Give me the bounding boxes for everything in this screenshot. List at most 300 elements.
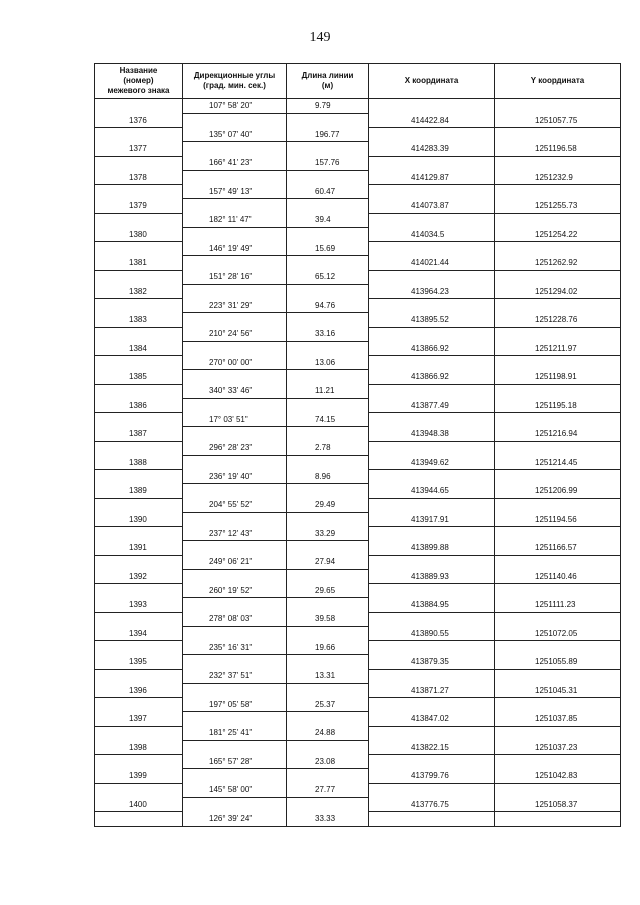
- marker-name-cell: [95, 185, 183, 199]
- table-row: [95, 170, 621, 184]
- direction-angle-cell: [183, 541, 287, 555]
- line-length-cell: [287, 769, 369, 783]
- y-coordinate-cell: 1251254.22: [495, 227, 621, 241]
- line-length-cell: 23.08: [287, 755, 369, 769]
- line-length-cell: 39.58: [287, 612, 369, 626]
- marker-name-cell: [95, 99, 183, 114]
- x-coordinate-cell: [369, 584, 495, 598]
- direction-angle-cell: 165° 57' 28": [183, 755, 287, 769]
- x-coordinate-cell: [369, 498, 495, 512]
- marker-name-cell: 1377: [95, 142, 183, 156]
- y-coordinate-cell: 1251195.18: [495, 398, 621, 412]
- line-length-cell: 39.4: [287, 213, 369, 227]
- line-length-cell: [287, 569, 369, 583]
- table-row: [95, 256, 621, 270]
- direction-angle-cell: [183, 370, 287, 384]
- direction-angle-cell: 204° 55' 52": [183, 498, 287, 512]
- x-coordinate-cell: 414129.87: [369, 170, 495, 184]
- table-row: [95, 313, 621, 327]
- direction-angle-cell: [183, 598, 287, 612]
- x-coordinate-cell: [369, 185, 495, 199]
- line-length-cell: [287, 512, 369, 526]
- x-coordinate-cell: 413917.91: [369, 512, 495, 526]
- table-row: [95, 270, 621, 284]
- x-coordinate-cell: [369, 413, 495, 427]
- y-coordinate-cell: 1251072.05: [495, 626, 621, 640]
- direction-angle-cell: 145° 58' 00": [183, 783, 287, 797]
- direction-angle-cell: [183, 655, 287, 669]
- direction-angle-cell: [183, 341, 287, 355]
- x-coordinate-cell: [369, 384, 495, 398]
- x-coordinate-cell: 414034.5: [369, 227, 495, 241]
- line-length-cell: [287, 541, 369, 555]
- x-coordinate-cell: [369, 783, 495, 797]
- y-coordinate-cell: 1251196.58: [495, 142, 621, 156]
- table-row: [95, 812, 621, 827]
- x-coordinate-cell: 413799.76: [369, 769, 495, 783]
- direction-angle-cell: [183, 142, 287, 156]
- y-coordinate-cell: [495, 584, 621, 598]
- line-length-cell: [287, 626, 369, 640]
- marker-name-cell: 1389: [95, 484, 183, 498]
- x-coordinate-cell: [369, 470, 495, 484]
- direction-angle-cell: 126° 39' 24": [183, 812, 287, 827]
- page-number: 149: [309, 30, 331, 45]
- marker-name-cell: 1379: [95, 199, 183, 213]
- table-row: [95, 227, 621, 241]
- x-coordinate-cell: 413948.38: [369, 427, 495, 441]
- x-coordinate-cell: 414073.87: [369, 199, 495, 213]
- y-coordinate-cell: 1251194.56: [495, 512, 621, 526]
- marker-name-cell: [95, 470, 183, 484]
- direction-angle-cell: 181° 25' 41": [183, 726, 287, 740]
- marker-name-cell: [95, 612, 183, 626]
- direction-angle-cell: 237° 12' 43": [183, 527, 287, 541]
- y-coordinate-cell: 1251057.75: [495, 113, 621, 127]
- table-row: [95, 626, 621, 640]
- line-length-cell: 24.88: [287, 726, 369, 740]
- marker-name-cell: 1382: [95, 284, 183, 298]
- marker-name-cell: [95, 156, 183, 170]
- line-length-cell: 2.78: [287, 441, 369, 455]
- direction-angle-cell: 260° 19' 52": [183, 584, 287, 598]
- x-coordinate-cell: [369, 299, 495, 313]
- direction-angle-cell: 270° 00' 00": [183, 356, 287, 370]
- y-coordinate-cell: [495, 413, 621, 427]
- line-length-cell: [287, 313, 369, 327]
- header-direction-angle: Дирекционные углы (град. мин. сек.): [183, 64, 287, 99]
- table-row: [95, 569, 621, 583]
- marker-name-cell: [95, 755, 183, 769]
- direction-angle-cell: 236° 19' 40": [183, 470, 287, 484]
- table-row: [95, 655, 621, 669]
- direction-angle-cell: [183, 484, 287, 498]
- line-length-cell: [287, 712, 369, 726]
- table-row: [95, 370, 621, 384]
- y-coordinate-cell: [495, 384, 621, 398]
- direction-angle-cell: 182° 11' 47": [183, 213, 287, 227]
- marker-name-cell: [95, 726, 183, 740]
- y-coordinate-cell: [495, 327, 621, 341]
- table-row: [95, 769, 621, 783]
- table-row: [95, 213, 621, 227]
- x-coordinate-cell: [369, 128, 495, 142]
- marker-name-cell: [95, 498, 183, 512]
- direction-angle-cell: 340° 33' 46": [183, 384, 287, 398]
- table-row: [95, 398, 621, 412]
- table-row: [95, 327, 621, 341]
- x-coordinate-cell: [369, 441, 495, 455]
- y-coordinate-cell: [495, 441, 621, 455]
- table-row: [95, 384, 621, 398]
- line-length-cell: [287, 427, 369, 441]
- y-coordinate-cell: 1251294.02: [495, 284, 621, 298]
- line-length-cell: [287, 683, 369, 697]
- line-length-cell: 15.69: [287, 242, 369, 256]
- y-coordinate-cell: 1251166.57: [495, 541, 621, 555]
- direction-angle-cell: 146° 19' 49": [183, 242, 287, 256]
- y-coordinate-cell: 1251232.9: [495, 170, 621, 184]
- direction-angle-cell: 296° 28' 23": [183, 441, 287, 455]
- line-length-cell: [287, 341, 369, 355]
- table-row: [95, 512, 621, 526]
- y-coordinate-cell: [495, 527, 621, 541]
- x-coordinate-cell: [369, 527, 495, 541]
- y-coordinate-cell: [495, 612, 621, 626]
- marker-name-cell: [95, 669, 183, 683]
- direction-angle-cell: [183, 769, 287, 783]
- table-row: [95, 299, 621, 313]
- marker-name-cell: 1396: [95, 683, 183, 697]
- x-coordinate-cell: 413884.95: [369, 598, 495, 612]
- x-coordinate-cell: 413899.88: [369, 541, 495, 555]
- table-row: [95, 726, 621, 740]
- x-coordinate-cell: 413871.27: [369, 683, 495, 697]
- line-length-cell: 65.12: [287, 270, 369, 284]
- table-row: [95, 455, 621, 469]
- y-coordinate-cell: [495, 356, 621, 370]
- line-length-cell: 33.33: [287, 812, 369, 827]
- table-row: [95, 242, 621, 256]
- marker-name-cell: [95, 327, 183, 341]
- direction-angle-cell: [183, 398, 287, 412]
- table-row: [95, 128, 621, 142]
- y-coordinate-cell: 1251111.23: [495, 598, 621, 612]
- marker-name-cell: [95, 413, 183, 427]
- line-length-cell: 33.29: [287, 527, 369, 541]
- line-length-cell: 94.76: [287, 299, 369, 313]
- marker-name-cell: 1386: [95, 398, 183, 412]
- line-length-cell: [287, 484, 369, 498]
- table-row: [95, 284, 621, 298]
- direction-angle-cell: 210° 24' 56": [183, 327, 287, 341]
- marker-name-cell: 1394: [95, 626, 183, 640]
- direction-angle-cell: [183, 199, 287, 213]
- direction-angle-cell: 166° 41' 23": [183, 156, 287, 170]
- direction-angle-cell: [183, 797, 287, 811]
- y-coordinate-cell: 1251228.76: [495, 313, 621, 327]
- x-coordinate-cell: [369, 669, 495, 683]
- table-row: [95, 185, 621, 199]
- marker-name-cell: 1388: [95, 455, 183, 469]
- line-length-cell: 29.65: [287, 584, 369, 598]
- table-row: [95, 156, 621, 170]
- x-coordinate-cell: 413895.52: [369, 313, 495, 327]
- direction-angle-cell: [183, 256, 287, 270]
- y-coordinate-cell: 1251255.73: [495, 199, 621, 213]
- y-coordinate-cell: [495, 128, 621, 142]
- x-coordinate-cell: 413776.75: [369, 797, 495, 811]
- line-length-cell: 29.49: [287, 498, 369, 512]
- table-row: [95, 498, 621, 512]
- marker-name-cell: [95, 555, 183, 569]
- line-length-cell: 19.66: [287, 641, 369, 655]
- direction-angle-cell: [183, 284, 287, 298]
- x-coordinate-cell: 413822.15: [369, 740, 495, 754]
- y-coordinate-cell: [495, 641, 621, 655]
- table-row: [95, 612, 621, 626]
- x-coordinate-cell: [369, 156, 495, 170]
- marker-name-cell: 1378: [95, 170, 183, 184]
- line-length-cell: 60.47: [287, 185, 369, 199]
- marker-name-cell: 1391: [95, 541, 183, 555]
- table-row: [95, 598, 621, 612]
- x-coordinate-cell: [369, 612, 495, 626]
- x-coordinate-cell: 413890.55: [369, 626, 495, 640]
- direction-angle-cell: 223° 31' 29": [183, 299, 287, 313]
- direction-angle-cell: [183, 455, 287, 469]
- table-row: [95, 783, 621, 797]
- direction-angle-cell: 157° 49' 13": [183, 185, 287, 199]
- direction-angle-cell: [183, 512, 287, 526]
- line-length-cell: [287, 455, 369, 469]
- marker-name-cell: 1398: [95, 740, 183, 754]
- x-coordinate-cell: 414422.84: [369, 113, 495, 127]
- marker-name-cell: 1387: [95, 427, 183, 441]
- line-length-cell: 11.21: [287, 384, 369, 398]
- direction-angle-cell: [183, 427, 287, 441]
- line-length-cell: 13.31: [287, 669, 369, 683]
- y-coordinate-cell: [495, 99, 621, 114]
- marker-name-cell: [95, 783, 183, 797]
- x-coordinate-cell: 413944.65: [369, 484, 495, 498]
- x-coordinate-cell: 413889.93: [369, 569, 495, 583]
- y-coordinate-cell: [495, 470, 621, 484]
- direction-angle-cell: 107° 58' 20": [183, 99, 287, 114]
- y-coordinate-cell: [495, 498, 621, 512]
- line-length-cell: 9.79: [287, 99, 369, 114]
- marker-name-cell: 1392: [95, 569, 183, 583]
- x-coordinate-cell: [369, 641, 495, 655]
- y-coordinate-cell: [495, 812, 621, 827]
- table-row: [95, 669, 621, 683]
- x-coordinate-cell: [369, 555, 495, 569]
- line-length-cell: [287, 398, 369, 412]
- marker-name-cell: [95, 242, 183, 256]
- y-coordinate-cell: 1251198.91: [495, 370, 621, 384]
- marker-name-cell: 1385: [95, 370, 183, 384]
- marker-name-cell: 1380: [95, 227, 183, 241]
- header-line-length: Длина линии (м): [287, 64, 369, 99]
- marker-name-cell: 1395: [95, 655, 183, 669]
- y-coordinate-cell: [495, 156, 621, 170]
- y-coordinate-cell: [495, 698, 621, 712]
- line-length-cell: [287, 256, 369, 270]
- y-coordinate-cell: 1251206.99: [495, 484, 621, 498]
- marker-name-cell: 1400: [95, 797, 183, 811]
- marker-name-cell: [95, 527, 183, 541]
- marker-name-cell: [95, 213, 183, 227]
- line-length-cell: [287, 655, 369, 669]
- line-length-cell: [287, 113, 369, 127]
- table-row: [95, 441, 621, 455]
- x-coordinate-cell: [369, 270, 495, 284]
- table-row: [95, 683, 621, 697]
- line-length-cell: [287, 740, 369, 754]
- x-coordinate-cell: 413866.92: [369, 341, 495, 355]
- x-coordinate-cell: 413879.35: [369, 655, 495, 669]
- table-row: [95, 113, 621, 127]
- x-coordinate-cell: [369, 327, 495, 341]
- table-row: [95, 755, 621, 769]
- y-coordinate-cell: [495, 242, 621, 256]
- y-coordinate-cell: [495, 270, 621, 284]
- line-length-cell: 33.16: [287, 327, 369, 341]
- table-row: [95, 740, 621, 754]
- y-coordinate-cell: [495, 726, 621, 740]
- table-row: [95, 641, 621, 655]
- marker-name-cell: 1376: [95, 113, 183, 127]
- x-coordinate-cell: 414283.39: [369, 142, 495, 156]
- y-coordinate-cell: 1251262.92: [495, 256, 621, 270]
- x-coordinate-cell: [369, 698, 495, 712]
- direction-angle-cell: 278° 08' 03": [183, 612, 287, 626]
- marker-name-cell: [95, 698, 183, 712]
- table-row: [95, 584, 621, 598]
- direction-angle-cell: 232° 37' 51": [183, 669, 287, 683]
- y-coordinate-cell: [495, 299, 621, 313]
- header-y-coordinate: Y координата: [495, 64, 621, 99]
- direction-angle-cell: 249° 06' 21": [183, 555, 287, 569]
- y-coordinate-cell: 1251211.97: [495, 341, 621, 355]
- direction-angle-cell: [183, 227, 287, 241]
- y-coordinate-cell: [495, 213, 621, 227]
- table-row: [95, 797, 621, 811]
- x-coordinate-cell: [369, 812, 495, 827]
- marker-name-cell: [95, 641, 183, 655]
- marker-name-cell: [95, 384, 183, 398]
- line-length-cell: 13.06: [287, 356, 369, 370]
- direction-angle-cell: 135° 07' 40": [183, 128, 287, 142]
- direction-angle-cell: 235° 16' 31": [183, 641, 287, 655]
- x-coordinate-cell: [369, 726, 495, 740]
- table-row: [95, 142, 621, 156]
- table-row: [95, 413, 621, 427]
- line-length-cell: 157.76: [287, 156, 369, 170]
- y-coordinate-cell: 1251042.83: [495, 769, 621, 783]
- table-row: [95, 712, 621, 726]
- marker-name-cell: [95, 356, 183, 370]
- x-coordinate-cell: 413949.62: [369, 455, 495, 469]
- direction-angle-cell: [183, 626, 287, 640]
- y-coordinate-cell: 1251140.46: [495, 569, 621, 583]
- direction-angle-cell: [183, 170, 287, 184]
- boundary-coordinates-table: [94, 63, 621, 827]
- x-coordinate-cell: 413964.23: [369, 284, 495, 298]
- y-coordinate-cell: 1251045.31: [495, 683, 621, 697]
- header-marker-name: Название (номер) межевого знака: [95, 64, 183, 99]
- table-row: [95, 698, 621, 712]
- direction-angle-cell: [183, 313, 287, 327]
- line-length-cell: 74.15: [287, 413, 369, 427]
- table-row: [95, 541, 621, 555]
- line-length-cell: [287, 227, 369, 241]
- marker-name-cell: 1399: [95, 769, 183, 783]
- table-row: [95, 527, 621, 541]
- x-coordinate-cell: [369, 755, 495, 769]
- line-length-cell: [287, 199, 369, 213]
- y-coordinate-cell: 1251055.89: [495, 655, 621, 669]
- line-length-cell: 27.94: [287, 555, 369, 569]
- table-row: [95, 356, 621, 370]
- line-length-cell: [287, 797, 369, 811]
- y-coordinate-cell: 1251037.85: [495, 712, 621, 726]
- table-row: [95, 99, 621, 114]
- line-length-cell: [287, 598, 369, 612]
- table-header-row: [95, 64, 621, 99]
- direction-angle-cell: [183, 569, 287, 583]
- x-coordinate-cell: 413847.02: [369, 712, 495, 726]
- direction-angle-cell: 17° 03' 51": [183, 413, 287, 427]
- x-coordinate-cell: [369, 213, 495, 227]
- y-coordinate-cell: [495, 185, 621, 199]
- line-length-cell: [287, 142, 369, 156]
- marker-name-cell: 1390: [95, 512, 183, 526]
- marker-name-cell: [95, 584, 183, 598]
- y-coordinate-cell: [495, 755, 621, 769]
- x-coordinate-cell: 413877.49: [369, 398, 495, 412]
- line-length-cell: 25.37: [287, 698, 369, 712]
- table-row: [95, 199, 621, 213]
- marker-name-cell: 1393: [95, 598, 183, 612]
- table-row: [95, 484, 621, 498]
- direction-angle-cell: [183, 740, 287, 754]
- direction-angle-cell: [183, 683, 287, 697]
- line-length-cell: 27.77: [287, 783, 369, 797]
- marker-name-cell: [95, 441, 183, 455]
- table-row: [95, 427, 621, 441]
- table-body: [95, 99, 621, 827]
- x-coordinate-cell: [369, 99, 495, 114]
- x-coordinate-cell: 413866.92: [369, 370, 495, 384]
- direction-angle-cell: [183, 712, 287, 726]
- line-length-cell: 196.77: [287, 128, 369, 142]
- direction-angle-cell: 197° 05' 58": [183, 698, 287, 712]
- y-coordinate-cell: 1251058.37: [495, 797, 621, 811]
- x-coordinate-cell: [369, 242, 495, 256]
- marker-name-cell: [95, 299, 183, 313]
- line-length-cell: 8.96: [287, 470, 369, 484]
- x-coordinate-cell: [369, 356, 495, 370]
- y-coordinate-cell: [495, 555, 621, 569]
- marker-name-cell: 1383: [95, 313, 183, 327]
- y-coordinate-cell: 1251214.45: [495, 455, 621, 469]
- direction-angle-cell: 151° 28' 16": [183, 270, 287, 284]
- header-x-coordinate: X координата: [369, 64, 495, 99]
- marker-name-cell: [95, 812, 183, 827]
- table-row: [95, 555, 621, 569]
- marker-name-cell: 1397: [95, 712, 183, 726]
